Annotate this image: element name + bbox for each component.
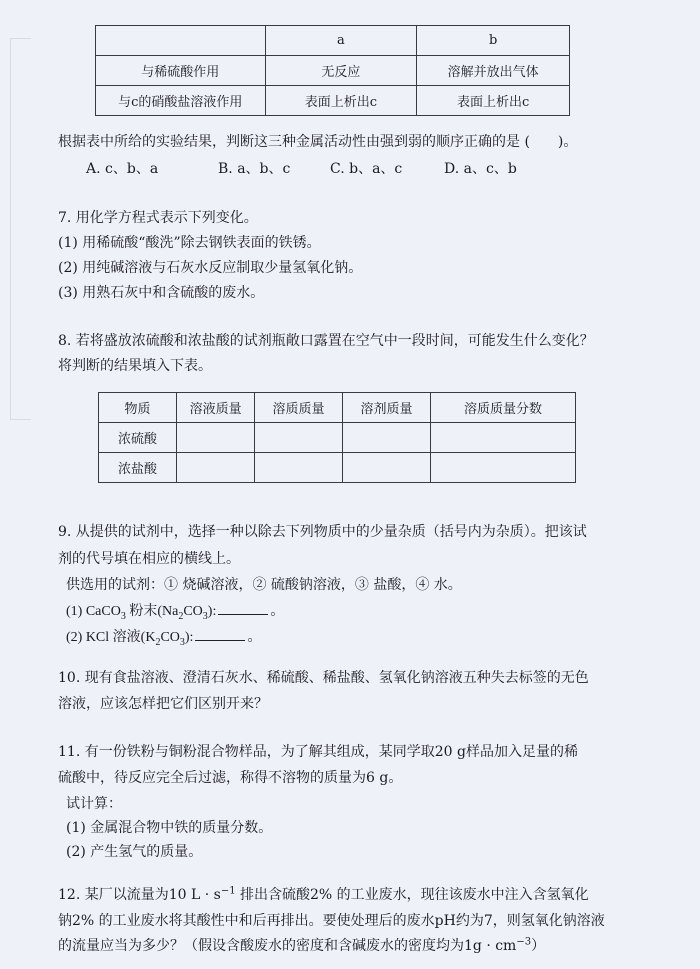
table2-answer-cell[interactable]	[255, 453, 343, 483]
q9-text-line2: 剂的代号填在相应的横线上。	[58, 551, 240, 567]
q10-text-line1: 10. 现有食盐溶液、澄清石灰水、稀硫酸、稀盐酸、氢氧化钠溶液五种失去标签的无色	[58, 670, 589, 686]
q9-answer-blank-2[interactable]	[195, 628, 245, 641]
table2-answer-cell[interactable]	[343, 453, 431, 483]
q11-item-1: (1) 金属混合物中铁的质量分数。	[66, 820, 273, 836]
q6-option-b: B. a、b、c	[218, 161, 291, 177]
subscript: 3	[120, 610, 126, 622]
q6-option-a: A. c、b、a	[86, 161, 159, 177]
table2-header: 溶剂质量	[343, 393, 431, 423]
table1-cell: 与稀硫酸作用	[96, 56, 266, 86]
table1-header-a: a	[265, 26, 417, 56]
table2-answer-cell[interactable]	[177, 423, 255, 453]
metal-reaction-table	[95, 25, 570, 116]
subscript: 3	[179, 636, 185, 648]
table1-cell: 表面上析出c	[417, 86, 570, 116]
q9-item1-label: (1) CaCO	[66, 604, 121, 619]
table2-header: 物质	[99, 393, 177, 423]
q7-item-3: (3) 用熟石灰中和含硫酸的废水。	[58, 285, 265, 301]
q12-text: ）	[531, 938, 546, 954]
table1-cell: 与c的硝酸盐溶液作用	[96, 86, 266, 116]
q12-text: 的流量应当为多少？（假设含酸废水的密度和含碱废水的密度均为1g · cm	[58, 938, 517, 954]
table2-header: 溶质质量	[255, 393, 343, 423]
q9-item1-text: 。	[270, 604, 285, 619]
q8-text-line2: 将判断的结果填入下表。	[58, 358, 212, 374]
q11-text-line1: 11. 有一份铁粉与铜粉混合物样品，为了解其组成，某同学取20 g样品加入足量的稀	[58, 744, 578, 760]
superscript: −1	[220, 885, 236, 897]
q9-item2-text: CO	[160, 630, 180, 645]
subscript: 2	[155, 636, 161, 648]
bleed-through-frame	[10, 38, 31, 420]
table1-header-b: b	[417, 26, 570, 56]
q12-text: 排出含硫酸2% 的工业废水，现往该废水中注入含氢氧化	[235, 887, 589, 903]
q9-item-1	[66, 600, 284, 622]
q9-text-line1: 9. 从提供的试剂中，选择一种以除去下列物质中的少量杂质（括号内为杂质）。把该试	[58, 524, 587, 540]
q9-item-2	[66, 626, 261, 648]
table1-cell: 溶解并放出气体	[417, 56, 570, 86]
table2-answer-cell[interactable]	[177, 453, 255, 483]
table2-answer-cell[interactable]	[255, 423, 343, 453]
q6-option-c: C. b、a、c	[330, 161, 403, 177]
table2-answer-cell[interactable]	[343, 423, 431, 453]
superscript: −3	[516, 936, 532, 948]
q9-item1-text: 粉末(Na	[125, 604, 179, 619]
q9-item1-text: ):	[207, 604, 217, 619]
table2-row-label: 浓盐酸	[99, 453, 177, 483]
table1-cell: 表面上析出c	[265, 86, 417, 116]
q12-text-line2: 钠2% 的工业废水将其酸性中和后再排出。要使处理后的废水pH约为7，则氢氧化钠溶液	[58, 913, 605, 929]
q9-item2-text: 。	[247, 630, 262, 645]
q7-item-1: (1) 用稀硫酸“酸洗”除去钢铁表面的铁锈。	[58, 235, 321, 251]
q6-question: 根据表中所给的实验结果，判断这三种金属活动性由强到弱的顺序正确的是 ( )。	[58, 134, 578, 150]
subscript: 2	[178, 610, 184, 622]
table1-header-0	[96, 26, 266, 56]
q10-text-line2: 溶液，应该怎样把它们区别开来？	[58, 696, 268, 712]
q12-text-line3	[58, 935, 545, 955]
table2-row-label: 浓硫酸	[99, 423, 177, 453]
table1-cell: 无反应	[265, 56, 417, 86]
q7-item-2: (2) 用纯碱溶液与石灰水反应制取少量氢氧化钠。	[58, 260, 363, 276]
q11-calc-label: 试计算：	[66, 796, 122, 812]
q7-title: 7. 用化学方程式表示下列变化。	[58, 210, 258, 226]
q9-item2-text: ):	[184, 630, 194, 645]
q11-text-line2: 硫酸中，待反应完全后过滤，称得不溶物的质量为6 g。	[58, 770, 403, 786]
q6-option-d: D. a、c、b	[444, 161, 517, 177]
table2-answer-cell[interactable]	[430, 423, 575, 453]
q12-text-line1	[58, 884, 589, 904]
table2-answer-cell[interactable]	[430, 453, 575, 483]
q9-answer-blank-1[interactable]	[218, 602, 268, 615]
q8-text-line1: 8. 若将盛放浓硫酸和浓盐酸的试剂瓶敞口露置在空气中一段时间，可能发生什么变化？	[58, 333, 594, 349]
table2-header: 溶液质量	[177, 393, 255, 423]
acid-exposure-table	[98, 392, 576, 483]
q12-text: 12. 某厂以流量为10 L · s	[58, 887, 221, 903]
subscript: 3	[202, 610, 208, 622]
q9-item2-label: (2) KCl 溶液(K	[66, 630, 156, 645]
q11-item-2: (2) 产生氢气的质量。	[66, 844, 203, 860]
table2-header: 溶质质量分数	[430, 393, 575, 423]
q9-item1-text: CO	[183, 604, 203, 619]
q9-reagents: 供选用的试剂：① 烧碱溶液，② 硫酸钠溶液，③ 盐酸，④ 水。	[66, 577, 462, 593]
